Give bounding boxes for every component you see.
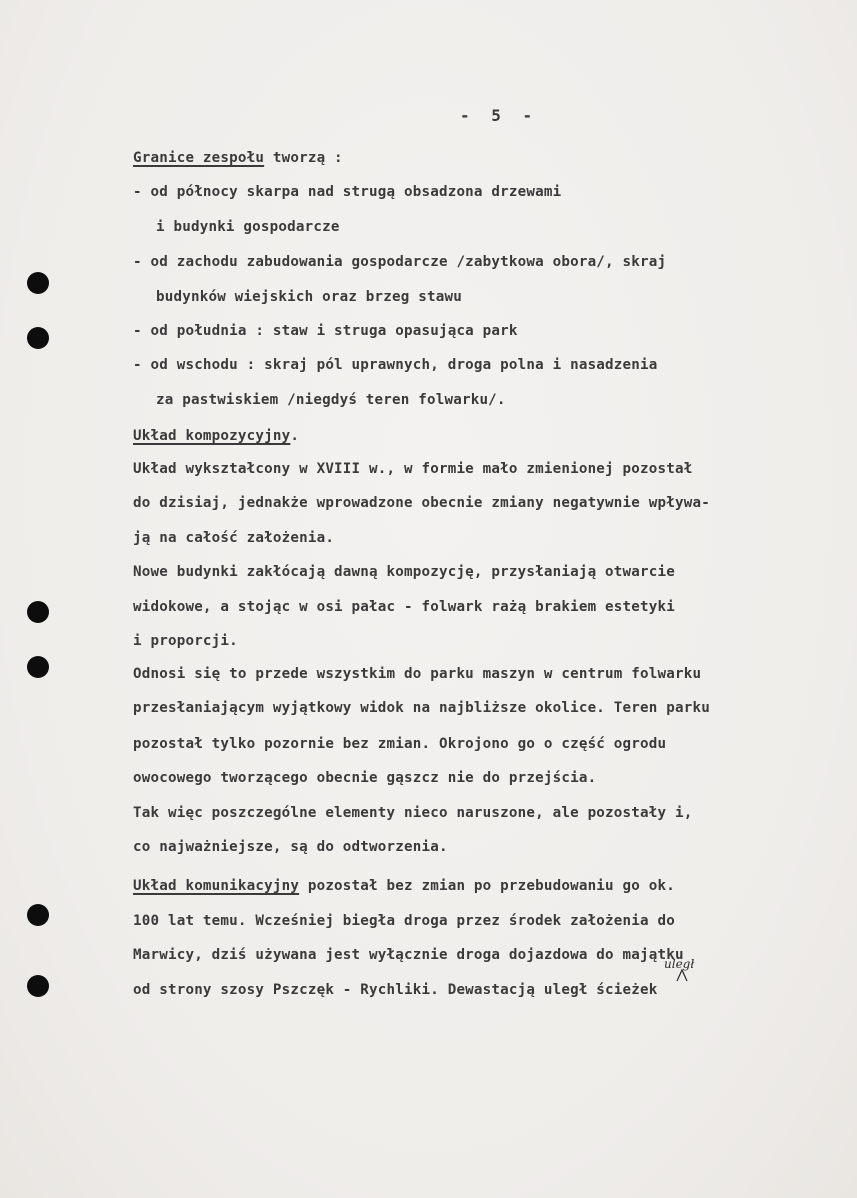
heading-communication: [133, 877, 675, 895]
punch-hole: [27, 327, 49, 349]
punch-hole: [27, 904, 49, 926]
heading-composition: [133, 427, 299, 445]
text-line: 100 lat temu. Wcześniej biegła droga przez środek założenia do: [133, 913, 675, 929]
text-line: - od zachodu zabudowania gospodarcze /zabytkowa obora/, skraj: [133, 254, 667, 270]
text-line: Układ wykształcony w XVIII w., w formie mało zmienionej pozostał: [133, 461, 693, 477]
text-line: przesłaniającym wyjątkowy widok na najbliższe okolice. Teren parku: [133, 700, 710, 716]
handwritten-correction: uległ: [664, 957, 695, 971]
heading-boundaries: [133, 149, 343, 167]
text-line: - od wschodu : skraj pól uprawnych, droga polna i nasadzenia: [133, 357, 658, 373]
punch-hole: [27, 656, 49, 678]
text-line: Marwicy, dziś używana jest wyłącznie droga dojazdowa do majątku: [133, 947, 684, 963]
text-line: widokowe, a stojąc w osi pałac - folwark rażą brakiem estetyki: [133, 599, 675, 615]
heading-rest: .: [290, 428, 300, 444]
punch-hole: [27, 975, 49, 997]
text-line: owocowego tworzącego obecnie gąszcz nie do przejścia.: [133, 770, 597, 786]
text-line: Nowe budynki zakłócają dawną kompozycję, przysłaniają otwarcie: [133, 564, 675, 580]
text-line: pozostał tylko pozornie bez zmian. Okrojono go o część ogrodu: [133, 736, 667, 752]
text-line: za pastwiskiem /niegdyś teren folwarku/.: [156, 392, 506, 408]
text-line: co najważniejsze, są do odtworzenia.: [133, 839, 448, 855]
text-line: Odnosi się to przede wszystkim do parku maszyn w centrum folwarku: [133, 666, 702, 682]
text-line: do dzisiaj, jednakże wprowadzone obecnie zmiany negatywnie wpływa-: [133, 495, 710, 511]
heading-rest: pozostał bez zmian po przebudowaniu go ok.: [299, 878, 675, 894]
text-line: i budynki gospodarcze: [156, 219, 340, 235]
text-line: - od północy skarpa nad strugą obsadzona drzewami: [133, 184, 562, 200]
text-line: Tak więc poszczególne elementy nieco naruszone, ale pozostały i,: [133, 805, 693, 821]
text-line: od strony szosy Pszczęk - Rychliki. Dewastacją uległ ścieżek: [133, 982, 658, 998]
text-line: ją na całość założenia.: [133, 530, 335, 546]
punch-hole: [27, 272, 49, 294]
text-line: budynków wiejskich oraz brzeg stawu: [156, 289, 462, 305]
heading-underlined: Granice zespołu: [133, 150, 265, 166]
heading-underlined: Układ kompozycyjny: [133, 428, 291, 444]
heading-underlined: Układ komunikacyjny: [133, 878, 300, 894]
text-line: - od południa : staw i struga opasująca park: [133, 323, 518, 339]
text-line: i proporcji.: [133, 633, 238, 649]
heading-rest: tworzą :: [264, 150, 343, 166]
page-number: - 5 -: [460, 106, 539, 125]
punch-hole: [27, 601, 49, 623]
insertion-caret-icon: [676, 968, 688, 982]
